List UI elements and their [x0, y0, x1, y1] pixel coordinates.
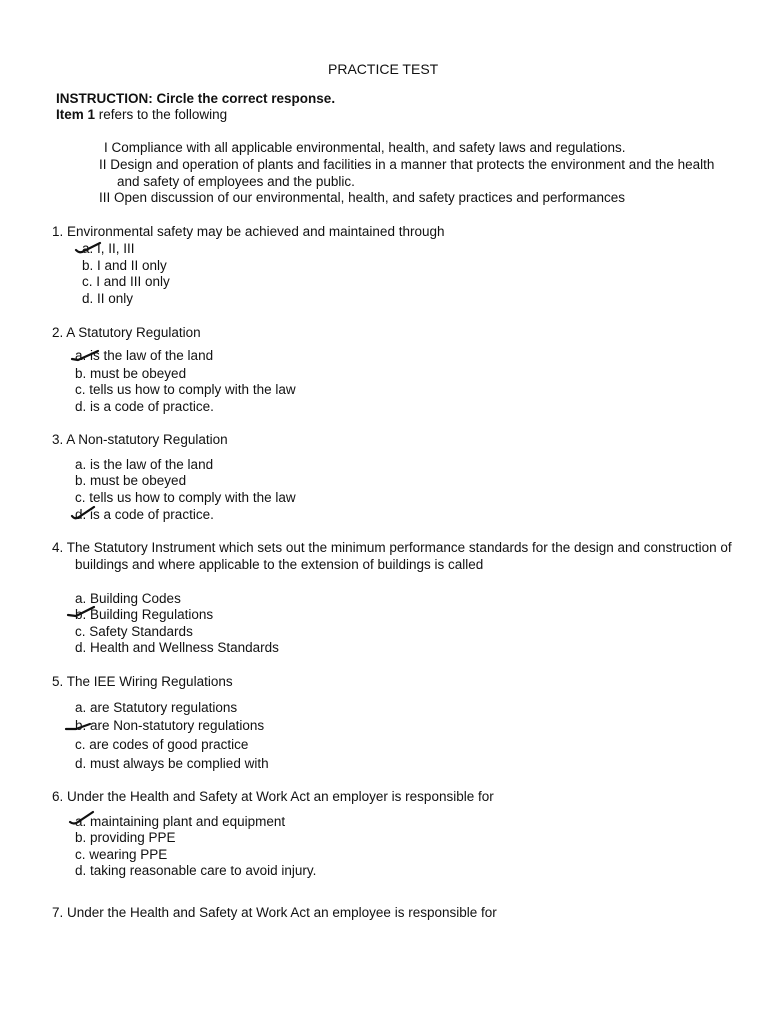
- question-6-option-c[interactable]: c. wearing PPE: [75, 847, 168, 862]
- page-title: PRACTICE TEST: [328, 61, 439, 77]
- question-4-option-c[interactable]: c. Safety Standards: [75, 624, 193, 639]
- question-5-stem: 5. The IEE Wiring Regulations: [52, 674, 233, 689]
- checkmark-icon: [68, 811, 102, 825]
- statement-iii: III Open discussion of our environmental, health, and safety practices and performances: [99, 190, 626, 205]
- question-1-option-b[interactable]: b. I and II only: [82, 258, 167, 273]
- question-6-option-b[interactable]: b. providing PPE: [75, 830, 176, 845]
- checkmark-icon: [66, 605, 100, 619]
- question-3-option-a[interactable]: a. is the law of the land: [75, 457, 214, 472]
- question-3-option-d[interactable]: d. is a code of practice.: [75, 507, 214, 522]
- question-1-option-d[interactable]: d. II only: [82, 291, 134, 306]
- question-4-stem: 4. The Statutory Instrument which sets out the minimum performance standards for the design and construction of: [52, 540, 732, 555]
- question-5-option-a[interactable]: a. are Statutory regulations: [75, 700, 238, 715]
- instruction-text: INSTRUCTION: Circle the correct response.: [56, 91, 336, 106]
- question-6-stem: 6. Under the Health and Safety at Work Act an employer is responsible for: [52, 789, 494, 804]
- question-2-option-a[interactable]: a. is the law of the land: [75, 348, 214, 363]
- question-3-option-c[interactable]: c. tells us how to comply with the law: [75, 490, 296, 505]
- question-4-option-d[interactable]: d. Health and Wellness Standards: [75, 640, 279, 655]
- question-4-stem-continued: buildings and where applicable to the extension of buildings is called: [75, 557, 484, 572]
- checkmark-icon: [74, 241, 108, 255]
- checkmark-icon: [64, 718, 98, 732]
- item-intro-label: Item 1: [56, 107, 96, 122]
- question-2-option-d[interactable]: d. is a code of practice.: [75, 399, 214, 414]
- question-4-option-a[interactable]: a. Building Codes: [75, 591, 181, 606]
- question-2-option-c[interactable]: c. tells us how to comply with the law: [75, 382, 296, 397]
- checkmark-icon: [70, 348, 104, 362]
- question-1-option-a[interactable]: a. I, II, III: [82, 241, 135, 256]
- question-3-stem: 3. A Non-statutory Regulation: [52, 432, 228, 447]
- question-1-stem: 1. Environmental safety may be achieved and maintained through: [52, 224, 445, 239]
- question-7-stem: 7. Under the Health and Safety at Work Act an employee is responsible for: [52, 905, 497, 920]
- item-intro-text: refers to the following: [95, 107, 228, 122]
- question-3-option-b[interactable]: b. must be obeyed: [75, 473, 187, 488]
- statement-ii: II Design and operation of plants and facilities in a manner that protects the environment and the health: [99, 157, 715, 172]
- item-intro: [56, 107, 227, 123]
- question-5-option-b[interactable]: b. are Non-statutory regulations: [75, 718, 265, 733]
- question-1-option-c[interactable]: c. I and III only: [82, 274, 170, 289]
- question-5-option-c[interactable]: c. are codes of good practice: [75, 737, 249, 752]
- question-2-option-b[interactable]: b. must be obeyed: [75, 366, 187, 381]
- question-6-option-a[interactable]: a. maintaining plant and equipment: [75, 814, 286, 829]
- question-5-option-d[interactable]: d. must always be complied with: [75, 756, 269, 771]
- checkmark-icon: [70, 506, 104, 520]
- question-6-option-d[interactable]: d. taking reasonable care to avoid injury.: [75, 863, 317, 878]
- statement-i: I Compliance with all applicable environmental, health, and safety laws and regulations.: [104, 140, 626, 155]
- question-4-option-b[interactable]: b. Building Regulations: [75, 607, 214, 622]
- statement-ii-continued: and safety of employees and the public.: [117, 174, 355, 189]
- question-2-stem: 2. A Statutory Regulation: [52, 325, 201, 340]
